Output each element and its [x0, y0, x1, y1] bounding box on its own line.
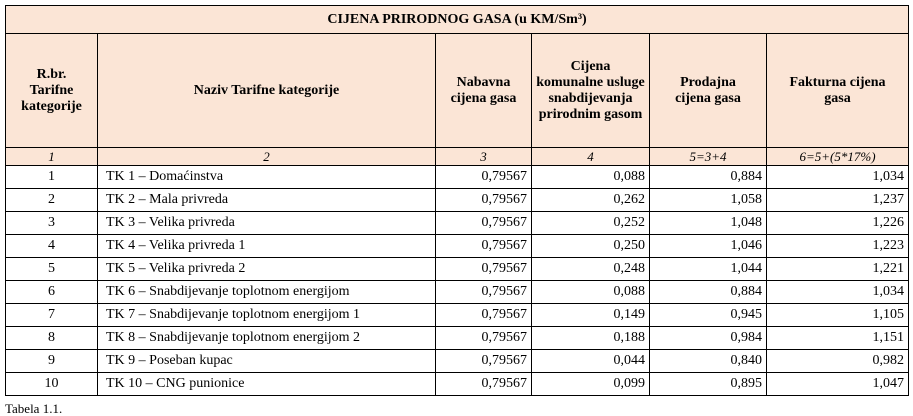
- service-price: 0,248: [532, 258, 650, 281]
- tariff-name: TK 1 – Domaćinstva: [98, 166, 436, 189]
- row-number: 5: [6, 258, 98, 281]
- column-number: 2: [98, 148, 436, 166]
- service-price: 0,250: [532, 235, 650, 258]
- table-row: [6, 281, 909, 304]
- invoice-price: 1,237: [767, 189, 909, 212]
- service-price: 0,088: [532, 166, 650, 189]
- column-number-row: [6, 148, 909, 166]
- invoice-price: 1,105: [767, 304, 909, 327]
- table-row: [6, 258, 909, 281]
- service-price: 0,188: [532, 327, 650, 350]
- table-row: [6, 166, 909, 189]
- invoice-price: 1,223: [767, 235, 909, 258]
- table-row: [6, 304, 909, 327]
- tariff-name: TK 7 – Snabdijevanje toplotnom energijom 1: [98, 304, 436, 327]
- table-body: [6, 166, 909, 396]
- row-number: 10: [6, 373, 98, 396]
- purchase-price: 0,79567: [436, 350, 532, 373]
- header-komunalna: Cijena komunalne usluge snabdijevanja prirodnim gasom: [532, 34, 650, 148]
- tariff-name: TK 10 – CNG punionice: [98, 373, 436, 396]
- invoice-price: 1,047: [767, 373, 909, 396]
- service-price: 0,044: [532, 350, 650, 373]
- column-number: 3: [436, 148, 532, 166]
- purchase-price: 0,79567: [436, 327, 532, 350]
- column-number: 1: [6, 148, 98, 166]
- service-price: 0,262: [532, 189, 650, 212]
- tariff-name: TK 6 – Snabdijevanje toplotnom energijom: [98, 281, 436, 304]
- purchase-price: 0,79567: [436, 212, 532, 235]
- purchase-price: 0,79567: [436, 166, 532, 189]
- purchase-price: 0,79567: [436, 189, 532, 212]
- selling-price: 0,884: [650, 166, 767, 189]
- row-number: 7: [6, 304, 98, 327]
- invoice-price: 1,034: [767, 166, 909, 189]
- selling-price: 1,044: [650, 258, 767, 281]
- selling-price: 1,058: [650, 189, 767, 212]
- header-nabavna: Nabavna cijena gasa: [436, 34, 532, 148]
- selling-price: 1,048: [650, 212, 767, 235]
- selling-price: 0,840: [650, 350, 767, 373]
- row-number: 4: [6, 235, 98, 258]
- selling-price: 0,945: [650, 304, 767, 327]
- row-number: 9: [6, 350, 98, 373]
- header-naziv: Naziv Tarifne kategorije: [98, 34, 436, 148]
- selling-price: 0,895: [650, 373, 767, 396]
- table-row: [6, 235, 909, 258]
- column-number: 4: [532, 148, 650, 166]
- purchase-price: 0,79567: [436, 304, 532, 327]
- invoice-price: 1,226: [767, 212, 909, 235]
- tariff-name: TK 3 – Velika privreda: [98, 212, 436, 235]
- tariff-name: TK 8 – Snabdijevanje toplotnom energijom 2: [98, 327, 436, 350]
- purchase-price: 0,79567: [436, 373, 532, 396]
- table-row: [6, 350, 909, 373]
- purchase-price: 0,79567: [436, 281, 532, 304]
- table-row: [6, 373, 909, 396]
- selling-price: 0,984: [650, 327, 767, 350]
- table-header-row: [6, 34, 909, 148]
- header-fakturna: Fakturna cijena gasa: [767, 34, 909, 148]
- table-row: [6, 189, 909, 212]
- table-title: CIJENA PRIRODNOG GASA (u KM/Sm³): [6, 6, 909, 34]
- header-prodajna: Prodajna cijena gasa: [650, 34, 767, 148]
- service-price: 0,149: [532, 304, 650, 327]
- service-price: 0,088: [532, 281, 650, 304]
- tariff-name: TK 2 – Mala privreda: [98, 189, 436, 212]
- row-number: 3: [6, 212, 98, 235]
- invoice-price: 1,034: [767, 281, 909, 304]
- table-title-row: [6, 6, 909, 34]
- header-rbr: R.br. Tarifne kategorije: [6, 34, 98, 148]
- service-price: 0,099: [532, 373, 650, 396]
- purchase-price: 0,79567: [436, 258, 532, 281]
- gas-price-table: [5, 5, 909, 396]
- column-number: 6=5+(5*17%): [767, 148, 909, 166]
- row-number: 1: [6, 166, 98, 189]
- table-row: [6, 212, 909, 235]
- row-number: 6: [6, 281, 98, 304]
- row-number: 2: [6, 189, 98, 212]
- row-number: 8: [6, 327, 98, 350]
- selling-price: 1,046: [650, 235, 767, 258]
- tariff-name: TK 4 – Velika privreda 1: [98, 235, 436, 258]
- selling-price: 0,884: [650, 281, 767, 304]
- tariff-name: TK 5 – Velika privreda 2: [98, 258, 436, 281]
- invoice-price: 1,151: [767, 327, 909, 350]
- column-number: 5=3+4: [650, 148, 767, 166]
- footnote: Tabela 1.1.: [5, 401, 63, 416]
- table-row: [6, 327, 909, 350]
- invoice-price: 1,221: [767, 258, 909, 281]
- invoice-price: 0,982: [767, 350, 909, 373]
- tariff-name: TK 9 – Poseban kupac: [98, 350, 436, 373]
- purchase-price: 0,79567: [436, 235, 532, 258]
- service-price: 0,252: [532, 212, 650, 235]
